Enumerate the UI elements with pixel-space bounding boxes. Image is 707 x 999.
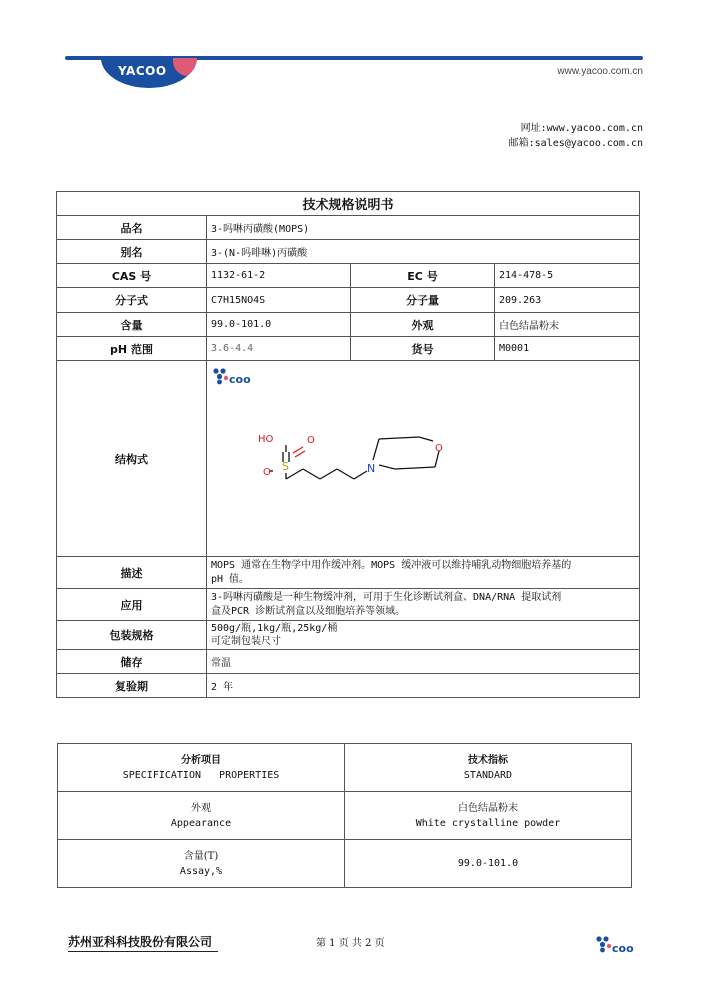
content-value: 99.0-101.0 <box>207 313 351 337</box>
spec-table <box>56 191 640 698</box>
atom-o-ring: O <box>435 443 443 454</box>
analysis-row1-item <box>58 792 345 840</box>
name-value: 3-吗啉丙磺酸(MOPS) <box>207 216 640 240</box>
analysis-col2-header <box>345 744 632 792</box>
desc-value <box>207 557 640 589</box>
analysis-row1-standard <box>345 792 632 840</box>
col1-en: SPECIFICATION PROPERTIES <box>122 769 280 781</box>
storage-value: 常温 <box>207 650 640 674</box>
appearance-value: 白色结晶粉末 <box>495 313 640 337</box>
use-value <box>207 589 640 621</box>
item-label: 货号 <box>351 337 495 361</box>
contact-web[interactable]: 网址:www.yacoo.com.cn <box>520 123 643 134</box>
col1-cn: 分析项目 <box>181 754 221 766</box>
desc-line-2: pH 值。 <box>211 573 250 585</box>
desc-line-1: MOPS 通常在生物学中用作缓冲剂。MOPS 缓冲液可以维持哺乳动物细胞培养基的 <box>211 559 572 571</box>
contact-block <box>509 121 643 151</box>
use-line-2: 盒及PCR 诊断试剂盒以及细胞培养等领域。 <box>211 605 406 617</box>
ec-value: 214-478-5 <box>495 264 640 288</box>
atom-n: N <box>367 462 376 475</box>
structure-logo <box>213 368 251 386</box>
footer-logo <box>596 935 646 957</box>
formula-label: 分子式 <box>57 288 207 313</box>
spec-title: 技术规格说明书 <box>57 192 640 216</box>
content-label: 含量 <box>57 313 207 337</box>
row2-en: Assay,% <box>179 865 223 877</box>
atom-ho: HO <box>258 434 274 445</box>
structure-cell <box>207 361 640 557</box>
atom-o2: O <box>263 467 271 478</box>
formula-value: C7H15NO4S <box>207 288 351 313</box>
footer-page-number: 第 1 页 共 2 页 <box>316 938 385 949</box>
cas-label: CAS 号 <box>57 264 207 288</box>
pack-line-1: 500g/瓶,1kg/瓶,25kg/桶 <box>211 623 338 634</box>
row1-std-cn: 白色结晶粉末 <box>458 802 518 814</box>
analysis-row2-item <box>58 840 345 888</box>
atom-o1: O <box>307 435 315 446</box>
pack-line-2: 可定制包装尺寸 <box>211 636 281 647</box>
contact-email[interactable]: 邮箱:sales@yacoo.com.cn <box>508 138 643 149</box>
structure-diagram <box>207 361 638 555</box>
footer-company: 苏州亚科科技股份有限公司 <box>68 933 218 952</box>
ph-label: pH 范围 <box>57 337 207 361</box>
alias-value: 3-(N-吗啡啉)丙磺酸 <box>207 240 640 264</box>
analysis-col1-header <box>58 744 345 792</box>
retest-label: 复验期 <box>57 674 207 698</box>
row1-cn: 外观 <box>191 802 211 814</box>
analysis-table <box>57 743 632 888</box>
cas-value: 1132-61-2 <box>207 264 351 288</box>
desc-label: 描述 <box>57 557 207 589</box>
ec-label: EC 号 <box>351 264 495 288</box>
item-value: M0001 <box>495 337 640 361</box>
col2-cn: 技术指标 <box>468 754 508 766</box>
header-website[interactable]: www.yacoo.com.cn <box>557 66 643 77</box>
use-label: 应用 <box>57 589 207 621</box>
svg-text:coo: coo <box>229 373 251 386</box>
mw-value: 209.263 <box>495 288 640 313</box>
storage-label: 储存 <box>57 650 207 674</box>
structure-label: 结构式 <box>57 361 207 557</box>
svg-text:coo: coo <box>612 942 634 955</box>
yacoo-logo-text: YACOO <box>118 64 167 78</box>
col2-en: STANDARD <box>463 769 513 781</box>
row1-en: Appearance <box>170 817 232 829</box>
mw-label: 分子量 <box>351 288 495 313</box>
name-label: 品名 <box>57 216 207 240</box>
atom-s: S <box>282 460 289 473</box>
pack-value <box>207 621 640 650</box>
use-line-1: 3-吗啉丙磺酸是一种生物缓冲剂，可用于生化诊断试剂盒、DNA/RNA 提取试剂 <box>211 591 562 603</box>
alias-label: 别名 <box>57 240 207 264</box>
row2-cn: 含量(T) <box>183 850 219 862</box>
row1-std-en: White crystalline powder <box>415 817 561 829</box>
analysis-row2-standard: 99.0-101.0 <box>345 840 632 888</box>
pack-label: 包装规格 <box>57 621 207 650</box>
appearance-label: 外观 <box>351 313 495 337</box>
ph-value: 3.6-4.4 <box>207 337 351 361</box>
retest-value: 2 年 <box>207 674 640 698</box>
